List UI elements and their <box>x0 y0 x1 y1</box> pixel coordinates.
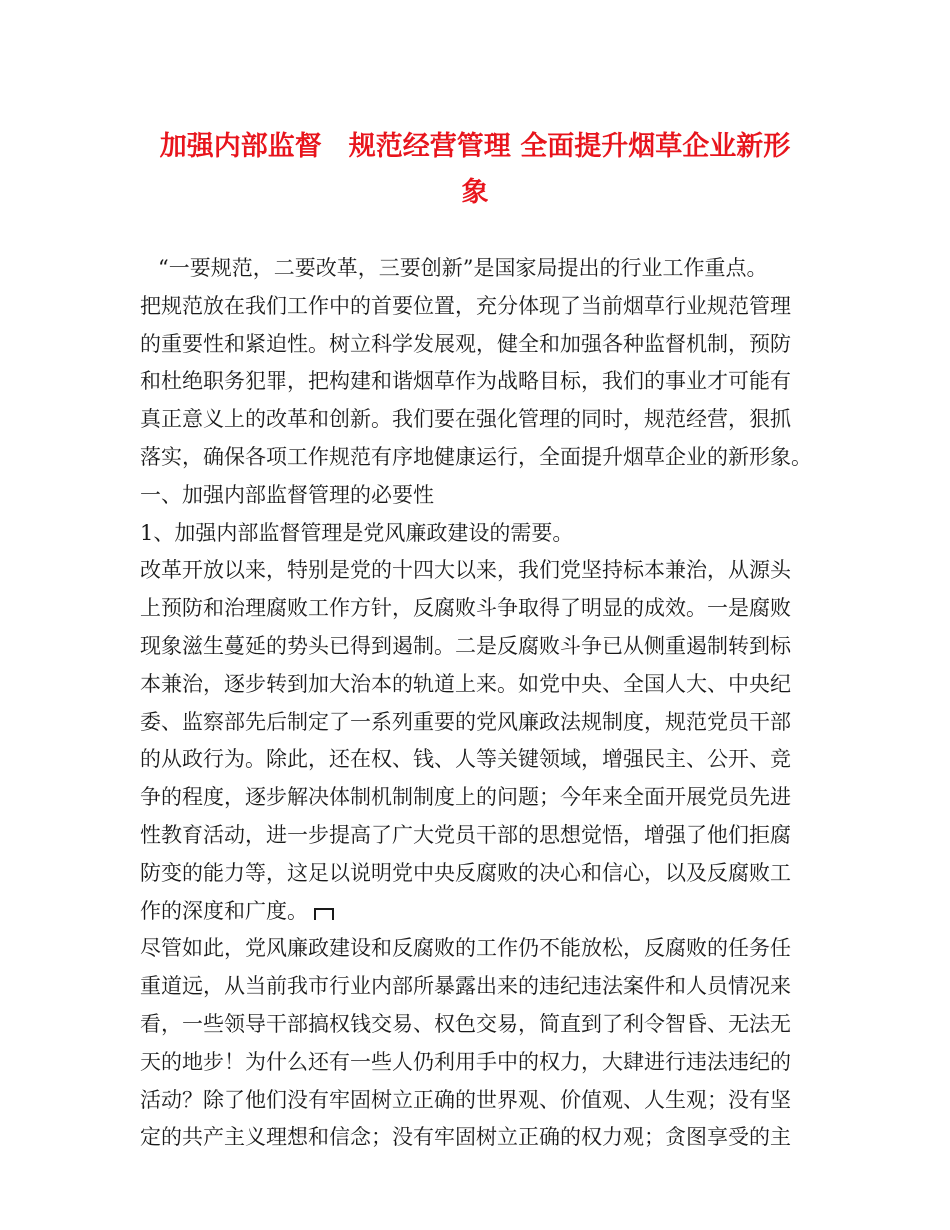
body-line: 和杜绝职务犯罪，把构建和谐烟草作为战略目标，我们的事业才可能有 <box>140 369 791 394</box>
body-line: 改革开放以来，特别是党的十四大以来，我们党坚持标本兼治，从源头 <box>140 558 791 583</box>
document-title <box>130 124 820 216</box>
body-line: 活动？除了他们没有牢固树立正确的世界观、价值观、人生观；没有坚 <box>140 1087 791 1112</box>
body-line: 把规范放在我们工作中的首要位置，充分体现了当前烟草行业规范管理 <box>140 293 791 318</box>
title-line-2: 象 <box>461 177 489 208</box>
body-line: 定的共产主义理想和信念；没有牢固树立正确的权力观；贪图享受的主 <box>140 1125 791 1150</box>
body-line: 委、监察部先后制定了一系列重要的党风廉政法规制度，规范党员干部 <box>140 709 791 734</box>
body-line: 争的程度，逐步解决体制机制制度上的问题；今年来全面开展党员先进 <box>140 785 791 810</box>
body-line: 的从政行为。除此，还在权、钱、人等关键领域，增强民主、公开、竞 <box>140 747 791 772</box>
section-heading: 一、加强内部监督管理的必要性 <box>140 482 434 507</box>
body-line: 天的地步！为什么还有一些人仍利用手中的权力，大肆进行违法违纪的 <box>140 1049 791 1074</box>
bracket-mark-icon <box>314 908 334 920</box>
body-line: 落实，确保各项工作规范有序地健康运行，全面提升烟草企业的新形象。 <box>140 444 812 469</box>
title-line-1: 加强内部监督 规范经营管理 全面提升烟草企业新形 <box>159 131 791 162</box>
subsection-heading: 1、加强内部监督管理是党风廉政建设的需要。 <box>140 520 574 545</box>
body-line: “一要规范，二要改革，三要创新”是国家局提出的行业工作重点。 <box>158 256 768 280</box>
body-line: 本兼治，逐步转到加大治本的轨道上来。如党中央、全国人大、中央纪 <box>140 671 791 696</box>
body-line: 上预防和治理腐败工作方针，反腐败斗争取得了明显的成效。一是腐败 <box>140 596 791 621</box>
body-line: 的重要性和紧迫性。树立科学发展观，健全和加强各种监督机制，预防 <box>140 331 791 356</box>
body-line: 尽管如此，党风廉政建设和反腐败的工作仍不能放松，反腐败的任务任 <box>140 936 791 961</box>
body-line-text: 作的深度和广度。 <box>140 898 308 923</box>
body-line: 现象滋生蔓延的势头已得到遏制。二是反腐败斗争已从侧重遏制转到标 <box>140 633 791 658</box>
body-line: 性教育活动，进一步提高了广大党员干部的思想觉悟，增强了他们拒腐 <box>140 822 791 847</box>
body-line: 看，一些领导干部搞权钱交易、权色交易，简直到了利令智昏、无法无 <box>140 1011 791 1036</box>
body-line-with-mark <box>140 893 830 931</box>
body-line: 真正意义上的改革和创新。我们要在强化管理的同时，规范经营，狠抓 <box>140 407 791 432</box>
document-body <box>140 250 830 1157</box>
body-line: 防变的能力等，这足以说明党中央反腐败的决心和信心，以及反腐败工 <box>140 860 791 885</box>
body-line: 重道远，从当前我市行业内部所暴露出来的违纪违法案件和人员情况来 <box>140 974 791 999</box>
